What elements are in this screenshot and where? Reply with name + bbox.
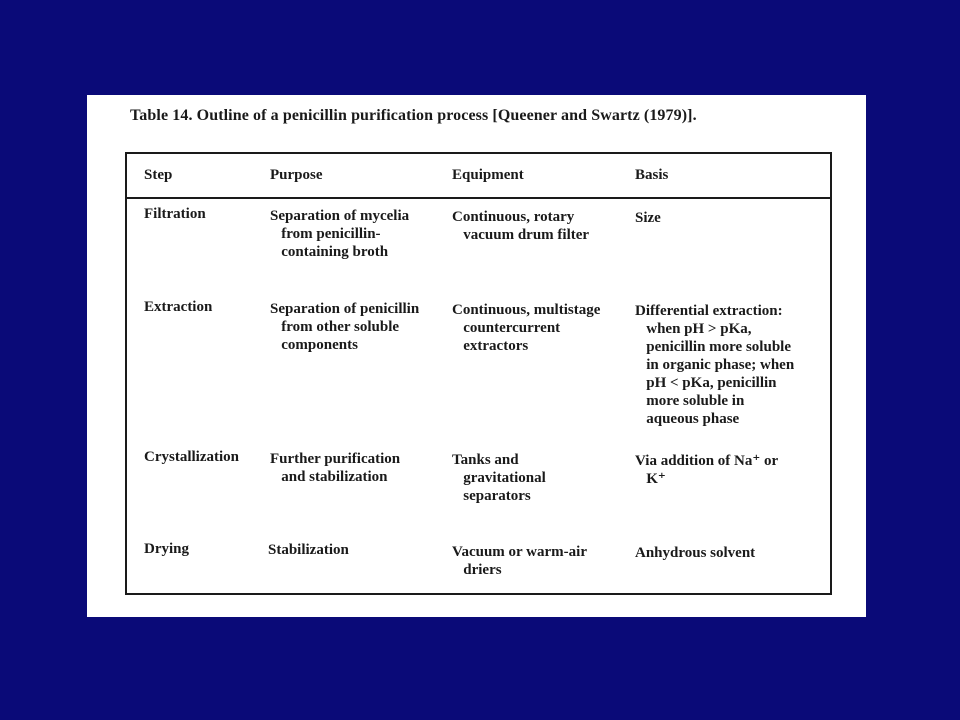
- cell-basis: Differential extraction: when pH > pKa, penicillin more soluble in organic phase; when pH < pKa, penicillin more soluble in aqueous phase: [635, 303, 795, 427]
- cell-step: Filtration: [144, 206, 206, 222]
- cell-basis: Anhydrous solvent: [635, 545, 756, 561]
- cell-equipment: Tanks and gravitational separators: [452, 452, 546, 504]
- cell-step: Crystallization: [144, 449, 239, 465]
- table-caption: Table 14. Outline of a penicillin purification process [Queener and Swartz (1979)].: [130, 107, 697, 124]
- cell-step: Extraction: [144, 299, 213, 315]
- cell-equipment: Continuous, rotary vacuum drum filter: [452, 209, 590, 243]
- header-equipment: Equipment: [452, 167, 524, 183]
- purification-table: [125, 152, 832, 595]
- cell-purpose: Further purification and stabilization: [270, 451, 401, 485]
- cell-purpose: Separation of penicillin from other soluble components: [270, 301, 420, 353]
- header-step: Step: [144, 167, 173, 183]
- header-purpose: Purpose: [270, 167, 323, 183]
- cell-equipment: Continuous, multistage countercurrent extractors: [452, 302, 601, 354]
- cell-purpose: Separation of mycelia from penicillin- containing broth: [270, 208, 410, 260]
- cell-purpose: Stabilization: [268, 542, 349, 558]
- cell-basis: Via addition of Na⁺ or K⁺: [635, 453, 779, 487]
- header-basis: Basis: [635, 167, 669, 183]
- cell-basis: Size: [635, 210, 661, 226]
- cell-step: Drying: [144, 541, 189, 557]
- scanned-table-page: [87, 95, 866, 617]
- cell-equipment: Vacuum or warm-air driers: [452, 544, 587, 578]
- table-header-row: [127, 154, 830, 199]
